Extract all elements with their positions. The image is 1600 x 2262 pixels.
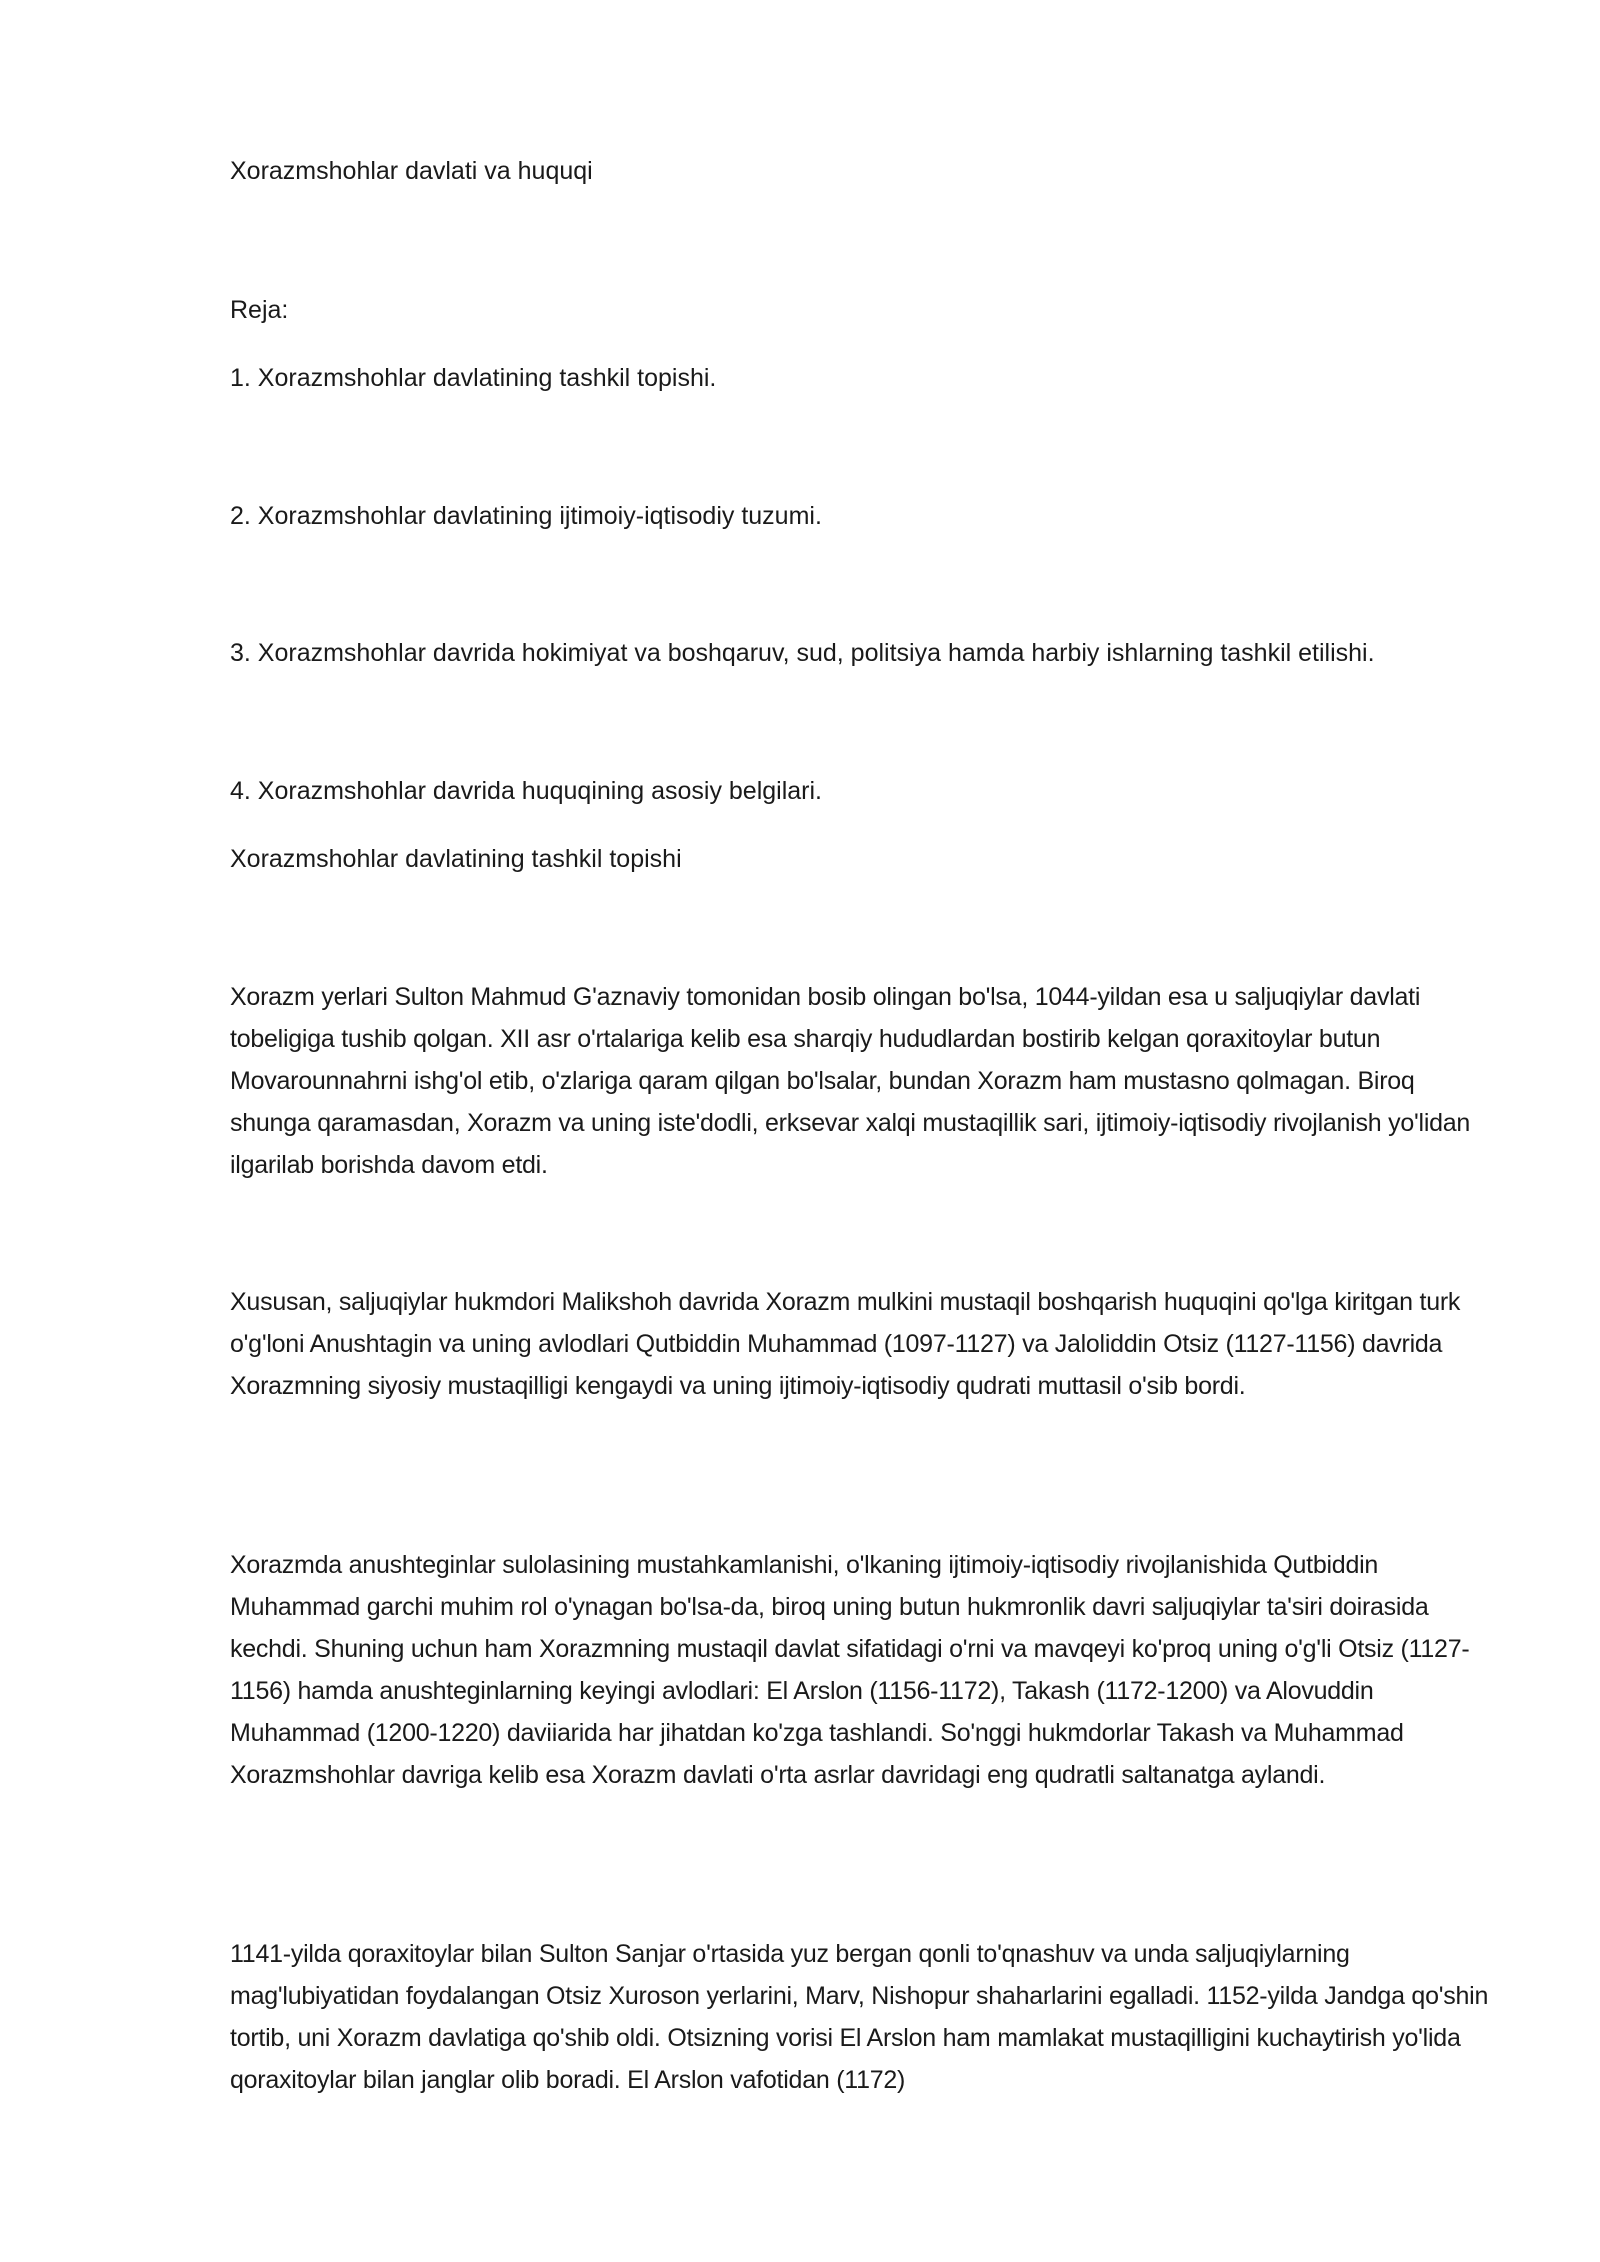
plan-item: 1. Xorazmshohlar davlatining tashkil topishi. (230, 364, 717, 392)
body-paragraph: Xorazm yerlari Sulton Mahmud G'aznaviy tomonidan bosib olingan bo'lsa, 1044-yildan esa u saljuqiylar davlati tobeligiga tushib qolgan. XII asr o'rtalariga kelib esa sharqiy hududlardan bostirib kelgan qoraxitoylar butun Movarounnahrni ishg'ol etib, o'zlariga qaram qilgan bo'lsalar, bundan Xorazm ham mustasno qolmagan. Biroq shunga qaramasdan, Xorazm va uning iste'dodli, erksevar xalqi mustaqillik sari, ijtimoiy-iqtisodiy rivojlanish yo'lidan ilgarilab borishda davom etdi. (230, 983, 1471, 1179)
body-paragraph: Xususan, saljuqiylar hukmdori Malikshoh davrida Xorazm mulkini mustaqil boshqarish huquqini qo'lga kiritgan turk o'g'loni Anushtagin va uning avlodlari Qutbiddin Muhammad (1097-1127) va Jaloliddin Otsiz (1127-1156) davrida Xorazmning siyosiy mustaqilligi kengaydi va uning ijtimoiy-iqtisodiy qudrati muttasil o'sib bordi. (230, 1288, 1461, 1400)
plan-item: 2. Xorazmshohlar davlatining ijtimoiy-iqtisodiy tuzumi. (230, 502, 822, 530)
section-heading: Xorazmshohlar davlatining tashkil topishi (230, 845, 682, 873)
document-title: Xorazmshohlar davlati va huquqi (230, 157, 593, 185)
plan-item: 4. Xorazmshohlar davrida huquqining asosiy belgilari. (230, 777, 823, 805)
body-paragraph: Xorazmda anushteginlar sulolasining mustahkamlanishi, o'lkaning ijtimoiy-iqtisodiy rivojlanishida Qutbiddin Muhammad garchi muhim rol o'ynagan bo'lsa-da, biroq uning butun hukmronlik davri saljuqiylar ta'siri doirasida kechdi. Shuning uchun ham Xorazmning mustaqil davlat sifatidagi o'rni va mavqeyi ko'proq uning o'g'li Otsiz (1127-1156) hamda anushteginlarning keyingi avlodlari: El Arslon (1156-1172), Takash (1172-1200) va Alovuddin Muhammad (1200-1220) daviiarida har jihatdan ko'zga tashlandi. So'nggi hukmdorlar Takash va Muhammad Xorazmshohlar davriga kelib esa Xorazm davlati o'rta asrlar davridagi eng qudratli saltanatga aylandi. (230, 1551, 1470, 1789)
body-paragraph: 1141-yilda qoraxitoylar bilan Sulton Sanjar o'rtasida yuz bergan qonli to'qnashuv va unda saljuqiylarning mag'lubiyatidan foydalangan Otsiz Xuroson yerlarini, Marv, Nishopur shaharlarini egalladi. 1152-yilda Jandga qo'shin tortib, uni Xorazm davlatiga qo'shib oldi. Otsizning vorisi El Arslon ham mamlakat mustaqilligini kuchaytirish yo'lida qoraxitoylar bilan janglar olib boradi. El Arslon vafotidan (1172) (230, 1940, 1489, 2094)
plan-item: 3. Xorazmshohlar davrida hokimiyat va boshqaruv, sud, politsiya hamda harbiy ishlarning tashkil etilishi. (230, 639, 1375, 667)
plan-heading: Reja: (230, 296, 289, 324)
